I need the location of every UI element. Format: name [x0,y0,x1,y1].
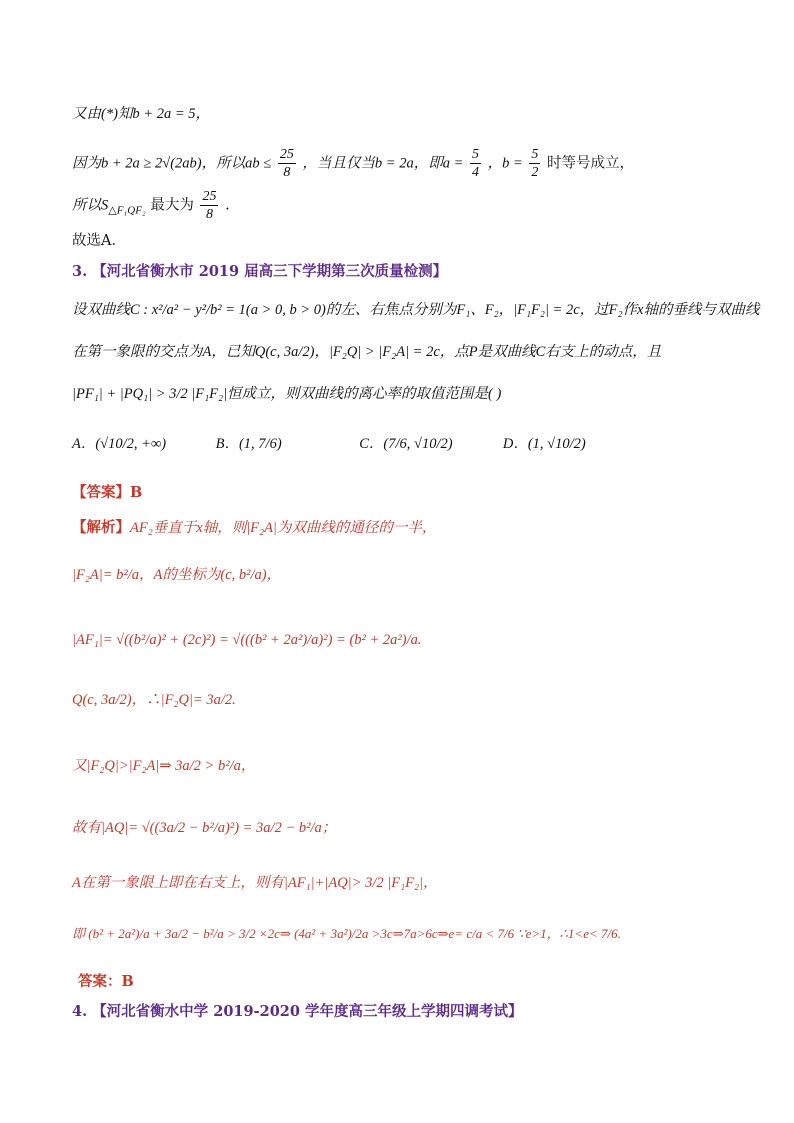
option-b: B．(1, 7/6) [215,436,282,452]
analysis-line-8: 即 (b² + 2a²)/a + 3a/2 − b²/a > 3/2 ×2c⇒ (4a² + 3a²)/2a >3c⇒7a>6c⇒e= c/a < 7/6 ∵e>1，∴1<e< 7/6. [72,926,621,941]
question-3-line-2: 在第一象限的交点为A，已知Q(c, 3a/2)，|F₂Q| > |F₂A| = 2c，点P是双曲线C右支上的动点，且 [72,344,662,360]
solution-line-1: 又由(*)知b + 2a = 5， [72,106,210,122]
question-3-header: 3. 【河北省衡水市 2019 届高三下学期第三次质量检测】 [72,263,448,280]
analysis-line-5: 又|F₂Q|>|F₂A|⇒ 3a/2 > b²/a， [72,758,256,774]
analysis-text-1: AF₂垂直于x轴，则|F₂A|为双曲线的通径的一半， [130,520,437,536]
analysis-line-4: Q(c, 3a/2)，∴|F₂Q|= 3a/2. [72,692,236,708]
answer-options [72,434,643,454]
line2-part-a: 因为b + 2a ≥ 2√(2ab)，所以ab ≤ [72,155,272,172]
line3-part-a: 所以S [72,197,109,214]
option-c: C．(7/6, √10/2) [359,436,453,452]
answer-label: 【答案】B [72,484,143,501]
solution-line-2 [72,146,634,181]
line2-part-c: ，b = [487,155,523,172]
solution-line-3 [72,188,230,223]
option-a: A．(√10/2, +∞) [72,436,167,452]
triangle-subscript: △F₁QF₂ [108,204,146,217]
analysis-line-6: 故有|AQ|= √((3a/2 − b²/a)²) = 3a/2 − b²/a； [72,820,337,836]
line2-part-d: 时等号成立， [546,155,634,172]
analysis-line-3: |AF₁|= √((b²/a)² + (2c)²) = √(((b² + 2a²)/a)²) = (b² + 2a²)/a. [72,632,422,648]
fraction-25-8: $\frac{25}{8}$ [279,147,294,180]
fraction-5-2: $\frac{5}{2}$ [531,147,539,180]
question-4-header: 4. 【河北省衡水中学 2019-2020 学年度高三年级上学期四调考试】 [72,1003,523,1020]
fraction-5-4: $\frac{5}{4}$ [471,147,479,180]
solution-conclusion: 故选A． [72,233,126,249]
question-3-line-1: 设双曲线C : x²/a² − y²/b² = 1(a > 0, b > 0)的左、右焦点分别为F₁、F₂，|F₁F₂| = 2c，过F₂作x轴的垂线与双曲线 [72,302,760,318]
analysis-line-2: |F₂A|= b²/a，A的坐标为(c, b²/a)， [72,567,282,583]
fraction-25-8-max: $\frac{25}{8}$ [202,189,217,222]
analysis-label: 【解析】 [72,519,130,536]
analysis-line-7: A在第一象限上即在右支上，则有|AF₁|+|AQ|> 3/2 |F₁F₂|， [72,875,438,891]
line2-part-b: ，当且仅当b = 2a，即a = [302,155,464,172]
answer-repeat: 答案：B [78,973,134,990]
option-d: D．(1, √10/2) [502,436,586,452]
line3-part-b: 最大为 [150,197,194,214]
line3-part-c: . [225,197,230,214]
question-3-line-3: |PF₁| + |PQ₁| > 3/2 |F₁F₂|恒成立，则双曲线的离心率的取值范围是( ) [72,386,502,402]
analysis-line-1 [72,518,436,538]
